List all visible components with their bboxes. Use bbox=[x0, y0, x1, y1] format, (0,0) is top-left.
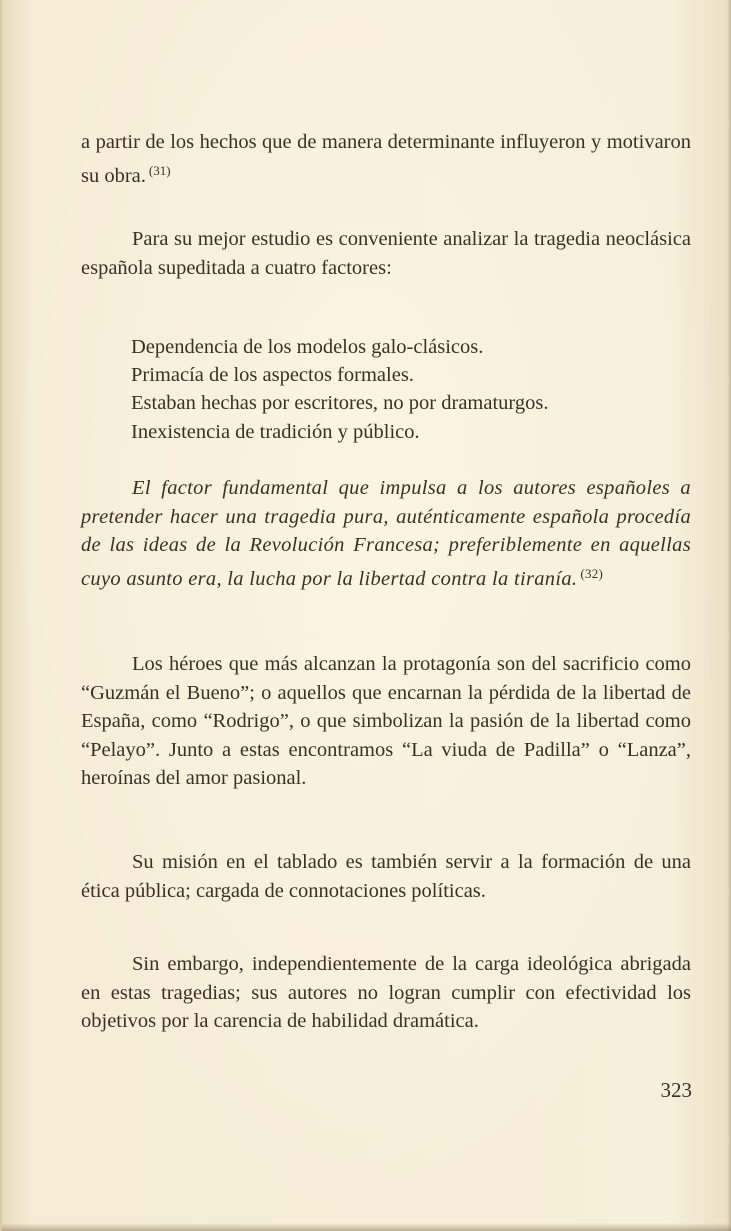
page-bottom-shadow bbox=[2, 1223, 731, 1231]
quote-text: El factor fundamental que impulsa a los autores españoles a pretender hacer una tragedia pura, auténticamente española procedía de las ideas de la Revolución Francesa; preferiblemente en aquellas cuyo asunto era, la lucha por la libertad contra la tiranía. bbox=[81, 477, 691, 590]
paragraph-heroes bbox=[81, 650, 691, 793]
list-item: Dependencia de los modelos galo-clásicos. bbox=[131, 336, 484, 358]
paragraph-mission bbox=[81, 848, 691, 905]
block-quote bbox=[81, 474, 691, 593]
paragraph-continuation bbox=[81, 128, 691, 190]
list-item: Estaban hechas por escritores, no por dramaturgos. bbox=[131, 392, 549, 415]
list-item: Inexistencia de tradición y público. bbox=[131, 420, 420, 443]
paragraph-text: a partir de los hechos que de manera determinante influyeron y motivaron su obra. bbox=[81, 131, 691, 187]
paragraph-intro-factors bbox=[81, 225, 691, 282]
footnote-reference: (31) bbox=[148, 162, 171, 178]
paragraph-text: Su misión en el tablado es también servir a la formación de una ética pública; cargada de connotaciones políticas. bbox=[81, 851, 691, 902]
paragraph-text: Sin embargo, independientemente de la carga ideológica abrigada en estas tragedias; sus autores no logran cumplir con efectividad los objetivos por la carencia de habilidad dramática. bbox=[81, 953, 691, 1032]
paragraph-conclusion bbox=[81, 950, 691, 1036]
page-number: 323 bbox=[660, 1078, 692, 1102]
paragraph-text: Para su mejor estudio es conveniente analizar la tragedia neoclásica española supeditada a cuatro factores: bbox=[81, 228, 691, 279]
factors-list bbox=[131, 333, 548, 446]
paragraph-text: Los héroes que más alcanzan la protagonía son del sacrificio como “Guzmán el Bueno”; o aquellos que encarnan la pérdida de la libertad de España, como “Rodrigo”, o que simbolizan la pasión de la libertad como “Pelayo”. Junto a estas encontramos “La viuda de Padilla” o “Lanza”, heroínas del amor pasional. bbox=[81, 653, 691, 789]
list-item: Primacía de los aspectos formales. bbox=[131, 364, 414, 387]
footnote-reference: (32) bbox=[580, 565, 604, 581]
page-edge-shadow bbox=[727, 0, 731, 1231]
